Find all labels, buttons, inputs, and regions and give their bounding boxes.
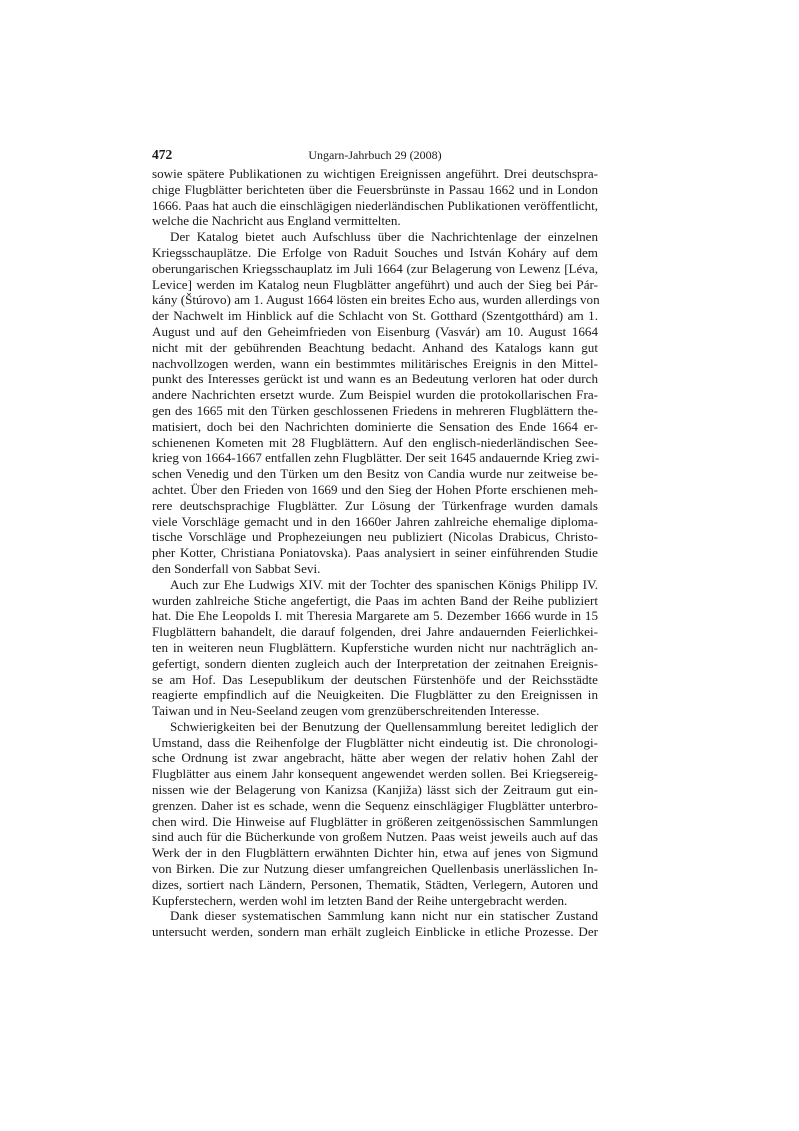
text-line: grenzen. Daher ist es schade, wenn die Sequenz einschlägiger Flugblätter unterbro- bbox=[152, 797, 598, 813]
journal-title: Ungarn-Jahrbuch 29 (2008) bbox=[308, 148, 442, 162]
paragraph bbox=[152, 577, 598, 719]
paragraph bbox=[152, 166, 598, 229]
page-number: 472 bbox=[152, 147, 173, 162]
text-line: tische Vorschläge und Prophezeiungen neu publiziert (Nicolas Drabicus, Christo- bbox=[152, 529, 598, 545]
paragraph bbox=[152, 908, 598, 940]
text-line: sind auch für die Bücherkunde von großem Nutzen. Paas weist jeweils auch auf das bbox=[152, 829, 598, 845]
text-line: andere Nachrichten ersetzt wurde. Zum Beispiel wurden die protokollarischen Fra- bbox=[152, 387, 598, 403]
body-text bbox=[152, 166, 598, 940]
text-line: Kriegsschauplätze. Die Erfolge von Raduit Souches und István Koháry auf dem bbox=[152, 244, 598, 260]
text-line: Umstand, dass die Reihenfolge der Flugblätter nicht eindeutig ist. Die chronologi- bbox=[152, 734, 598, 750]
paragraph bbox=[152, 229, 598, 577]
text-line: hat. Die Ehe Leopolds I. mit Theresia Margarete am 5. Dezember 1666 wurde in 15 bbox=[152, 608, 598, 624]
text-line: gefertigt, sondern dienten zugleich auch der Interpretation der zeitnahen Ereignis- bbox=[152, 655, 598, 671]
text-line: pher Kotter, Christiana Poniatovska). Paas analysiert in seiner einführenden Studie bbox=[152, 545, 598, 561]
text-line: dizes, sortiert nach Ländern, Personen, Thematik, Städten, Verlegern, Autoren und bbox=[152, 876, 598, 892]
text-line: welche die Nachricht aus England vermittelten. bbox=[152, 213, 401, 229]
text-line: viele Vorschläge gemacht und in den 1660er Jahren zahlreiche ehemalige diploma- bbox=[152, 513, 598, 529]
text-line: schen Venedig und den Türken um den Besitz von Candia wurde nur zeitweise be- bbox=[152, 466, 598, 482]
text-line: Der Katalog bietet auch Aufschluss über die Nachrichtenlage der einzelnen bbox=[170, 229, 598, 245]
text-line: 1666. Paas hat auch die einschlägigen niederländischen Publikationen veröffentlicht, bbox=[152, 197, 598, 213]
text-line: nicht mit der gebührenden Beachtung bedacht. Anhand des Katalogs kann gut bbox=[152, 339, 598, 355]
text-line: der Nachwelt im Hinblick auf die Schlacht von St. Gotthard (Szentgotthárd) am 1. bbox=[152, 308, 598, 324]
paragraph bbox=[152, 719, 598, 909]
text-line: oberungarischen Kriegsschauplatz im Juli 1664 (zur Belagerung von Lewenz [Léva, bbox=[152, 260, 598, 276]
text-line: krieg von 1664-1667 entfallen zehn Flugblätter. Der seit 1645 andauernde Krieg zwi- bbox=[152, 450, 600, 466]
text-line: gen des 1665 mit den Türken geschlossenen Friedens in mehreren Flugblättern the- bbox=[152, 402, 598, 418]
text-line: Schwierigkeiten bei der Benutzung der Quellensammlung bereitet lediglich der bbox=[170, 718, 598, 734]
text-line: ten in weiteren neun Flugblättern. Kupferstiche wurden nicht nur nachträglich an- bbox=[152, 639, 598, 655]
text-line: untersucht werden, sondern man erhält zugleich Einblicke in etliche Prozesse. Der bbox=[152, 924, 598, 940]
page bbox=[152, 146, 598, 940]
text-line: nissen wie der Belagerung von Kanizsa (Kanjiža) lässt sich der Zeitraum gut ein- bbox=[152, 782, 598, 798]
text-line: Levice] werden im Katalog neun Flugblätter angeführt) und auch der Sieg bei Pár- bbox=[152, 276, 598, 292]
text-line: kány (Štúrovo) am 1. August 1664 lösten ein breites Echo aus, wurden allerdings von bbox=[152, 292, 600, 308]
text-line: Werk der in den Flugblättern erwähnten Dichter hin, etwa auf jenes von Sigmund bbox=[152, 845, 598, 861]
text-line: Taiwan und in Neu-Seeland zeugen vom grenzüberschreitenden Interesse. bbox=[152, 703, 540, 719]
running-head bbox=[152, 146, 598, 164]
text-line: chige Flugblätter berichteten über die Feuersbrünste in Passau 1662 und in London bbox=[152, 181, 598, 197]
text-line: Flugblättern bahandelt, die darauf folgenden, drei Jahre andauernden Feierlichkei- bbox=[152, 624, 598, 640]
text-line: Kupferstechern, werden wohl im letzten Band der Reihe untergebracht werden. bbox=[152, 892, 568, 908]
text-line: matisiert, doch bei den Nachrichten dominierte die Sensation des Ende 1664 er- bbox=[152, 418, 598, 434]
text-line: Auch zur Ehe Ludwigs XIV. mit der Tochter des spanischen Königs Philipp IV. bbox=[170, 576, 598, 592]
text-line: schienenen Kometen mit 28 Flugblättern. Auf den englisch-niederländischen See- bbox=[152, 434, 598, 450]
text-line: August und auf den Geheimfrieden von Eisenburg (Vasvár) am 10. August 1664 bbox=[152, 323, 598, 339]
text-line: von Birken. Die zur Nutzung dieser umfangreichen Quellenbasis unerlässlichen In- bbox=[152, 861, 598, 877]
text-line: nachvollzogen werden, wann ein bestimmtes militärisches Ereignis in den Mittel- bbox=[152, 355, 598, 371]
text-line: reagierte empfindlich auf die Neuigkeiten. Die Flugblätter zu den Ereignissen in bbox=[152, 687, 598, 703]
text-line: rere deutschsprachige Flugblätter. Zur Lösung der Türkenfrage wurden damals bbox=[152, 497, 598, 513]
text-line: sche Ordnung ist zwar angebracht, hätte aber wegen der relativ hohen Zahl der bbox=[152, 750, 598, 766]
text-line: chen wird. Die Hinweise auf Flugblätter in größeren zeitgenössischen Sammlungen bbox=[152, 813, 598, 829]
text-line: Dank dieser systematischen Sammlung kann nicht nur ein statischer Zustand bbox=[170, 908, 598, 924]
text-line: achtet. Über den Frieden von 1669 und den Sieg der Hohen Pforte erschienen meh- bbox=[152, 481, 598, 497]
text-line: Flugblätter aus einem Jahr konsequent angewendet werden sollen. Bei Kriegsereig- bbox=[152, 766, 598, 782]
text-line: wurden zahlreiche Stiche angefertigt, die Paas im achten Band der Reihe publiziert bbox=[152, 592, 598, 608]
text-line: den Sonderfall von Sabbat Sevi. bbox=[152, 560, 321, 576]
text-line: sowie spätere Publikationen zu wichtigen Ereignissen angeführt. Drei deutschspra- bbox=[152, 166, 598, 181]
text-line: se am Hof. Das Lesepublikum der deutschen Fürstenhöfe und der Reichsstädte bbox=[152, 671, 598, 687]
text-line: punkt des Interesses gerückt ist und wann es an Bedeutung verloren hat oder durch bbox=[152, 371, 598, 387]
